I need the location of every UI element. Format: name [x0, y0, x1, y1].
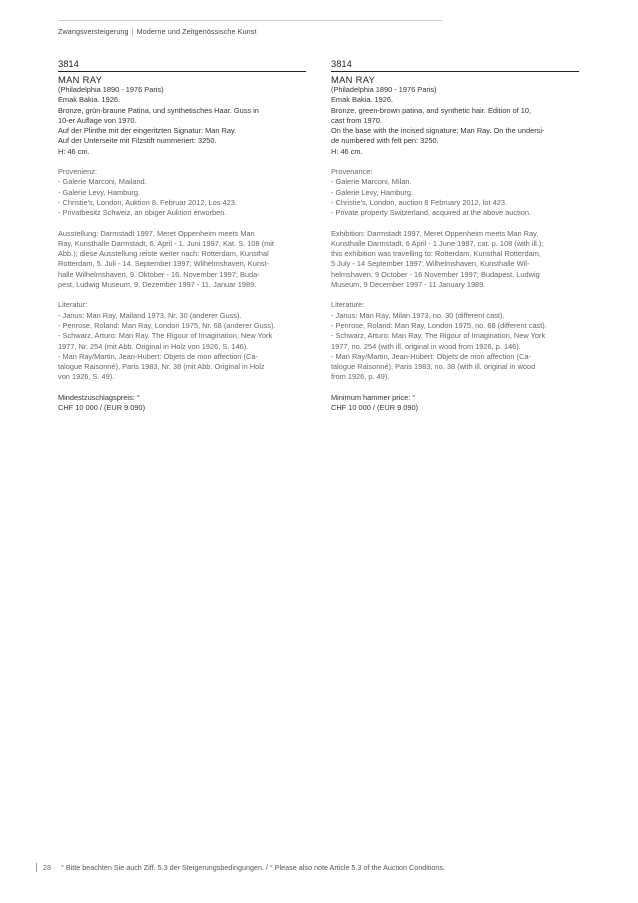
- provenance-section: Provenienz: - Galerie Marconi, Mailand. - Galerie Levy, Hamburg. - Christie's, London, Auktion 8. Februar 2012, Los 423. - Privatbesitz Schweiz, an obiger Auktion erworben.: [58, 167, 237, 218]
- header-rule: [58, 20, 442, 21]
- price-value: CHF 10 000 / (EUR 9 090): [58, 403, 146, 413]
- exhibition-section: Exhibition: Darmstadt 1997, Meret Oppenheim meets Man Ray, Kunsthalle Darmstadt, 6 April - 1 June 1997, cat. p. 108 (with ill.); this exhibition was travelling to: Rotterdam, Kunsthal Rotterdam, 5 July - 14 September 1997; Wilhelmshaven, Kunsthalle Wil- helmshaven, 9 October - 16 November 1997; Budapest, Ludwig Museum, 9 December 1997 - 11 January 1989.: [331, 228, 544, 290]
- footer-note: ° Bitte beachten Sie auch Ziff. 5.3 der Steigerungsbedingungen. / ° Please also note Article 5.3 of the Auction Conditions.: [61, 863, 446, 872]
- header-separator: |: [131, 27, 134, 36]
- lot-number: 3814: [58, 58, 306, 72]
- header-auction-type: Zwangsversteigerung: [58, 27, 129, 36]
- page-number: 28: [36, 863, 51, 872]
- price-value: CHF 10 000 / (EUR 9 090): [331, 403, 419, 413]
- exhibition-section: Ausstellung: Darmstadt 1997, Meret Oppenheim meets Man Ray, Kunsthalle Darmstadt, 6. April - 1. Juni 1997, Kat. S. 108 (mit Abb.); diese Ausstellung reiste weiter nach: Rotterdam, Kunsthal Rotterdam, 5. Juli - 14. September 1997; Wilhelmshaven, Kunst- halle Wilhelmshaven, 9. Oktober - 16. November 1997; Buda- pest, Ludwig Museum, 9. Dezember 1997 - 11. Januar 1989.: [58, 228, 274, 290]
- english-description-column: [331, 58, 579, 413]
- price-label: Minimum hammer price: °: [331, 392, 416, 402]
- lot-number: 3814: [331, 58, 579, 72]
- header-department: Moderne und Zeitgenössische Kunst: [136, 27, 257, 36]
- provenance-section: Provenance: - Galerie Marconi, Milan. - Galerie Levy, Hamburg. - Christie's, London, auction 8 February 2012, lot 423. - Private property Switzerland, acquired at the above auction.: [331, 167, 532, 218]
- price-label: Mindestzuschlagspreis: °: [58, 392, 140, 402]
- literature-section: Literatur: - Janus: Man Ray, Mailand 1973, Nr. 30 (anderer Guss). - Penrose, Roland: Man Ray, London 1975, Nr. 68 (anderer Guss). - Schwarz, Arturo: Man Ray. The Rigour of Imagination, New York 1977, Nr. 254 (mit Abb. Original in Holz von 1926, S. 146). - Man Ray/Martin, Jean-Hubert: Objets de mon affection (Ca- talogue Raisonné), Paris 1983, Nr. 38 (mit Abb. Original in Holz von 1926, S. 49).: [58, 300, 276, 382]
- literature-section: Literature: - Janus: Man Ray, Milan 1973, no. 30 (different cast). - Penrose, Roland: Man Ray, London 1975, no. 68 (different cast). - Schwarz, Arturo: Man Ray. The Rigour of Imagination, New York 1977, no. 254 (with ill. original in wood from 1926, p. 146). - Man Ray/Martin, Jean-Hubert: Objets de mon affection (Ca- talogue Raisonné), Paris 1983, no. 38 (with ill. original in wood from 1926, p. 49).: [331, 300, 547, 382]
- lot-details: (Philadelphia 1890 - 1976 Paris) Emak Bakia. 1926. Bronze, green-brown patina, and synthetic hair. Edition of 10, cast from 1970. On the base with the incised signature: Man Ray. On the undersi- de numbered with felt pen: 3250. H: 46 cm.: [331, 85, 545, 156]
- german-description-column: [58, 58, 306, 413]
- artist-name: MAN RAY: [331, 74, 376, 85]
- lot-details: (Philadelphia 1890 - 1976 Paris) Emak Bakia. 1926. Bronze, grün-braune Patina, und synthetisches Haar. Guss in 10-er Auflage von 1970. Auf der Plinthe mit der eingeritzten Signatur: Man Ray. Auf der Unterseite mit Filzstift nummeriert: 3250. H: 46 cm.: [58, 85, 259, 156]
- artist-name: MAN RAY: [58, 74, 103, 85]
- running-header: [58, 27, 257, 36]
- page-footer: [36, 863, 445, 872]
